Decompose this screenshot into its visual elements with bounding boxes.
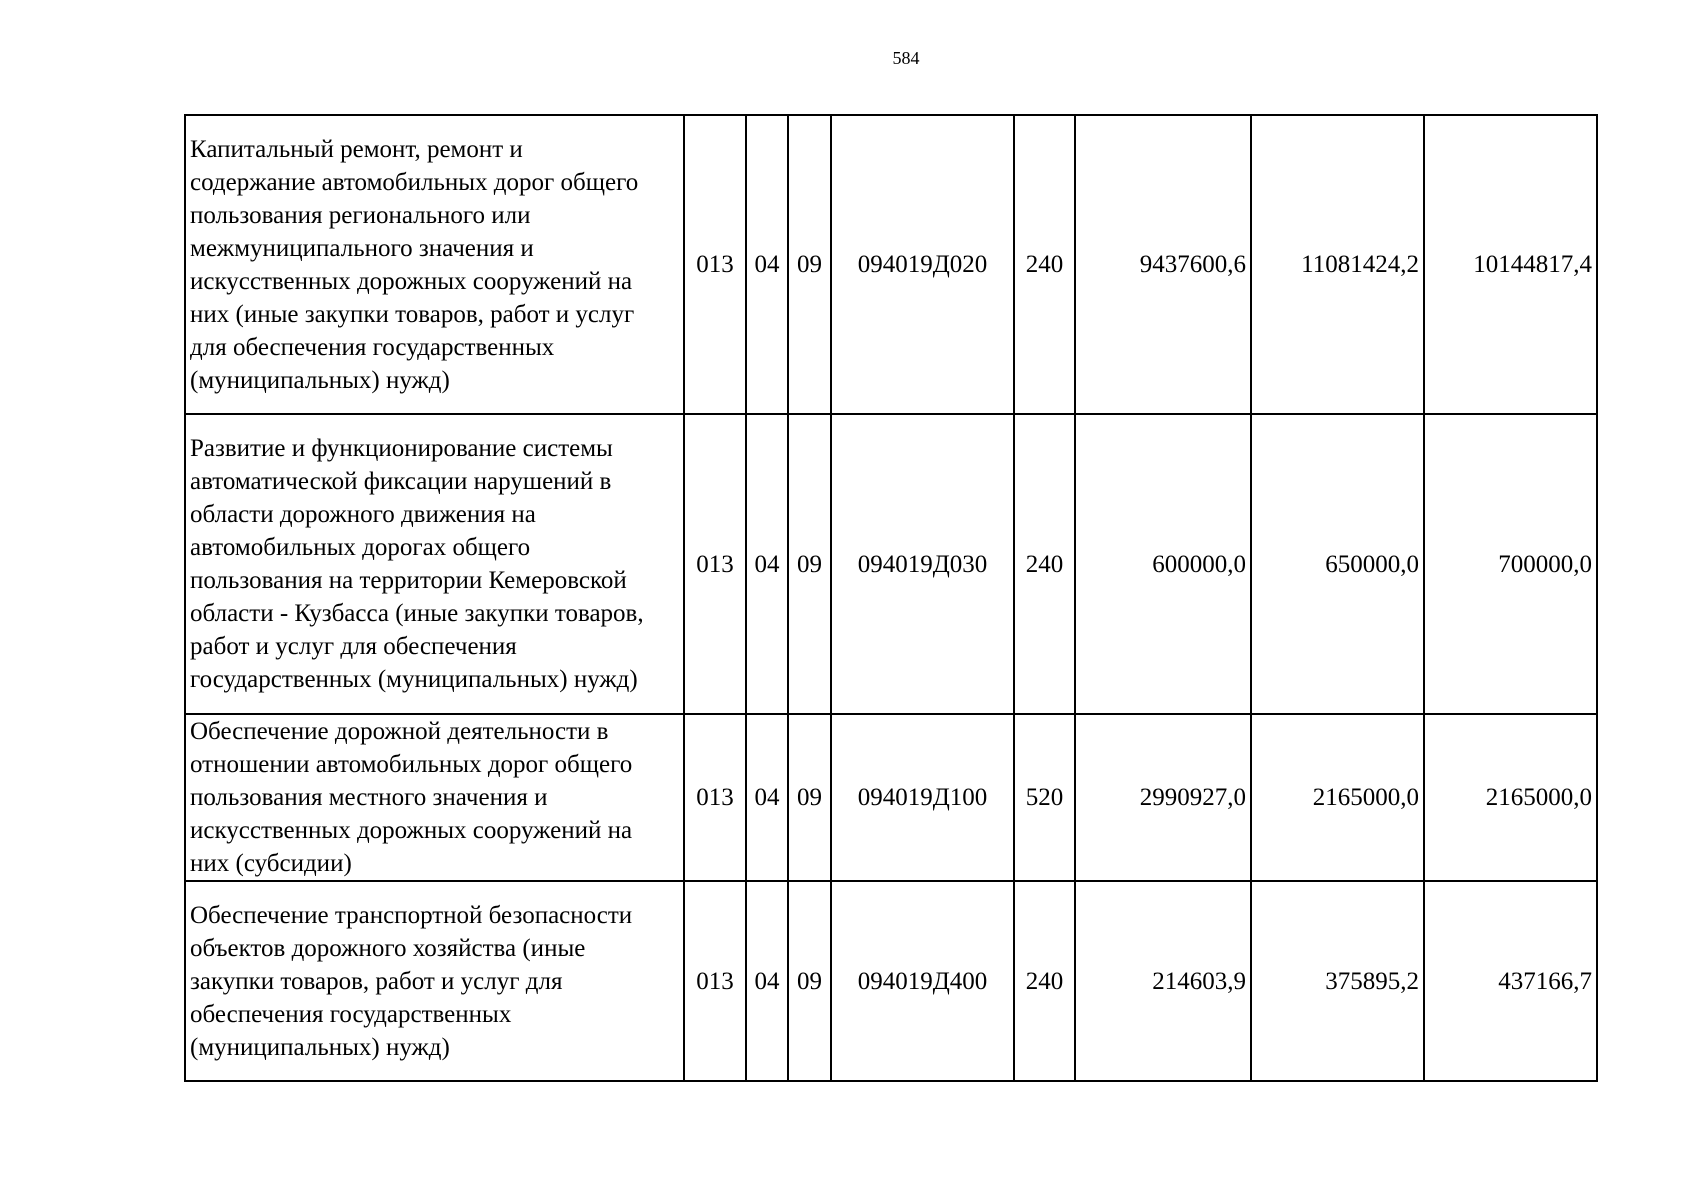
amount-year-3: 10144817,4	[1424, 115, 1597, 414]
amount-year-2: 2165000,0	[1251, 714, 1424, 881]
ministry-code: 013	[684, 115, 746, 414]
table-row	[185, 414, 1597, 714]
section-code: 04	[746, 881, 788, 1081]
target-article-code: 094019Д020	[831, 115, 1014, 414]
budget-table	[184, 114, 1598, 1082]
section-code: 04	[746, 714, 788, 881]
amount-year-2: 650000,0	[1251, 414, 1424, 714]
row-description: Обеспечение дорожной деятельности в отношении автомобильных дорог общего пользования местного значения и искусственных дорожных сооружений на них (субсидии)	[185, 714, 684, 881]
amount-year-1: 9437600,6	[1075, 115, 1251, 414]
target-article-code: 094019Д030	[831, 414, 1014, 714]
target-article-code: 094019Д100	[831, 714, 1014, 881]
amount-year-2: 375895,2	[1251, 881, 1424, 1081]
subsection-code: 09	[788, 414, 831, 714]
amount-year-1: 2990927,0	[1075, 714, 1251, 881]
table-row	[185, 881, 1597, 1081]
table-row	[185, 115, 1597, 414]
section-code: 04	[746, 414, 788, 714]
amount-year-2: 11081424,2	[1251, 115, 1424, 414]
expense-type-code: 520	[1014, 714, 1075, 881]
row-description: Развитие и функционирование системы автоматической фиксации нарушений в области дорожного движения на автомобильных дорогах общего пользования на территории Кемеровской области - Кузбасса (иные закупки товаров, работ и услуг для обеспечения государственных (муниципальных) нужд)	[185, 414, 684, 714]
row-description: Капитальный ремонт, ремонт и содержание автомобильных дорог общего пользования регионального или межмуниципального значения и искусственных дорожных сооружений на них (иные закупки товаров, работ и услуг для обеспечения государственных (муниципальных) нужд)	[185, 115, 684, 414]
subsection-code: 09	[788, 881, 831, 1081]
ministry-code: 013	[684, 414, 746, 714]
row-description: Обеспечение транспортной безопасности объектов дорожного хозяйства (иные закупки товаров, работ и услуг для обеспечения государственных (муниципальных) нужд)	[185, 881, 684, 1081]
expense-type-code: 240	[1014, 414, 1075, 714]
page-number: 584	[892, 48, 920, 68]
amount-year-1: 214603,9	[1075, 881, 1251, 1081]
amount-year-3: 700000,0	[1424, 414, 1597, 714]
target-article-code: 094019Д400	[831, 881, 1014, 1081]
section-code: 04	[746, 115, 788, 414]
table-row	[185, 714, 1597, 881]
expense-type-code: 240	[1014, 881, 1075, 1081]
amount-year-3: 437166,7	[1424, 881, 1597, 1081]
subsection-code: 09	[788, 115, 831, 414]
subsection-code: 09	[788, 714, 831, 881]
ministry-code: 013	[684, 881, 746, 1081]
expense-type-code: 240	[1014, 115, 1075, 414]
amount-year-1: 600000,0	[1075, 414, 1251, 714]
ministry-code: 013	[684, 714, 746, 881]
amount-year-3: 2165000,0	[1424, 714, 1597, 881]
